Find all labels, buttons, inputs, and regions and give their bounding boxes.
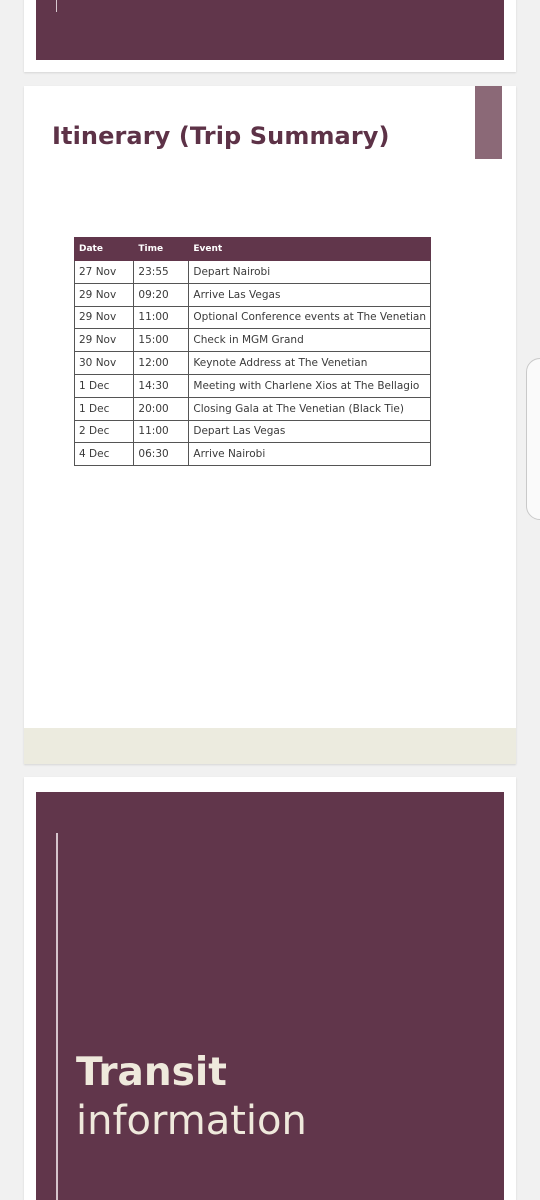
cell-event: Meeting with Charlene Xios at The Bellagio xyxy=(189,374,431,397)
previous-page xyxy=(24,0,516,72)
decorative-line xyxy=(56,0,57,12)
cell-time: 11:00 xyxy=(134,306,189,329)
table-row xyxy=(75,283,431,306)
page-footer-band xyxy=(24,728,516,764)
table-row xyxy=(75,443,431,466)
table-row xyxy=(75,352,431,375)
cell-event: Arrive Las Vegas xyxy=(189,283,431,306)
cell-date: 29 Nov xyxy=(75,306,134,329)
cell-date: 2 Dec xyxy=(75,420,134,443)
cell-event: Closing Gala at The Venetian (Black Tie) xyxy=(189,397,431,420)
table-row xyxy=(75,420,431,443)
decorative-line xyxy=(56,833,58,1200)
cell-time: 23:55 xyxy=(134,261,189,284)
cell-time: 06:30 xyxy=(134,443,189,466)
cell-date: 29 Nov xyxy=(75,329,134,352)
previous-page-banner xyxy=(36,0,504,60)
transit-title: Transit xyxy=(76,1050,227,1095)
transit-subtitle: information xyxy=(76,1098,307,1144)
cell-date: 29 Nov xyxy=(75,283,134,306)
cell-event: Depart Las Vegas xyxy=(189,420,431,443)
header-time: Time xyxy=(134,238,189,261)
cell-time: 15:00 xyxy=(134,329,189,352)
cell-date: 1 Dec xyxy=(75,374,134,397)
cell-time: 20:00 xyxy=(134,397,189,420)
cell-date: 30 Nov xyxy=(75,352,134,375)
itinerary-table xyxy=(74,237,431,466)
table-row xyxy=(75,306,431,329)
transit-page xyxy=(24,777,516,1200)
transit-cover xyxy=(36,792,504,1200)
cell-date: 4 Dec xyxy=(75,443,134,466)
cell-event: Check in MGM Grand xyxy=(189,329,431,352)
cell-event: Depart Nairobi xyxy=(189,261,431,284)
table-row xyxy=(75,261,431,284)
header-event: Event xyxy=(189,238,431,261)
cell-event: Keynote Address at The Venetian xyxy=(189,352,431,375)
cell-time: 12:00 xyxy=(134,352,189,375)
cell-time: 11:00 xyxy=(134,420,189,443)
cell-time: 09:20 xyxy=(134,283,189,306)
cell-date: 27 Nov xyxy=(75,261,134,284)
table-header-row xyxy=(75,238,431,261)
table-row xyxy=(75,329,431,352)
itinerary-page xyxy=(24,86,516,764)
cell-event: Optional Conference events at The Venetian xyxy=(189,306,431,329)
page-title: Itinerary (Trip Summary) xyxy=(52,122,390,150)
corner-tab xyxy=(475,86,502,159)
header-date: Date xyxy=(75,238,134,261)
table-row xyxy=(75,397,431,420)
side-panel-handle[interactable] xyxy=(526,358,540,520)
cell-time: 14:30 xyxy=(134,374,189,397)
table-row xyxy=(75,374,431,397)
cell-event: Arrive Nairobi xyxy=(189,443,431,466)
cell-date: 1 Dec xyxy=(75,397,134,420)
